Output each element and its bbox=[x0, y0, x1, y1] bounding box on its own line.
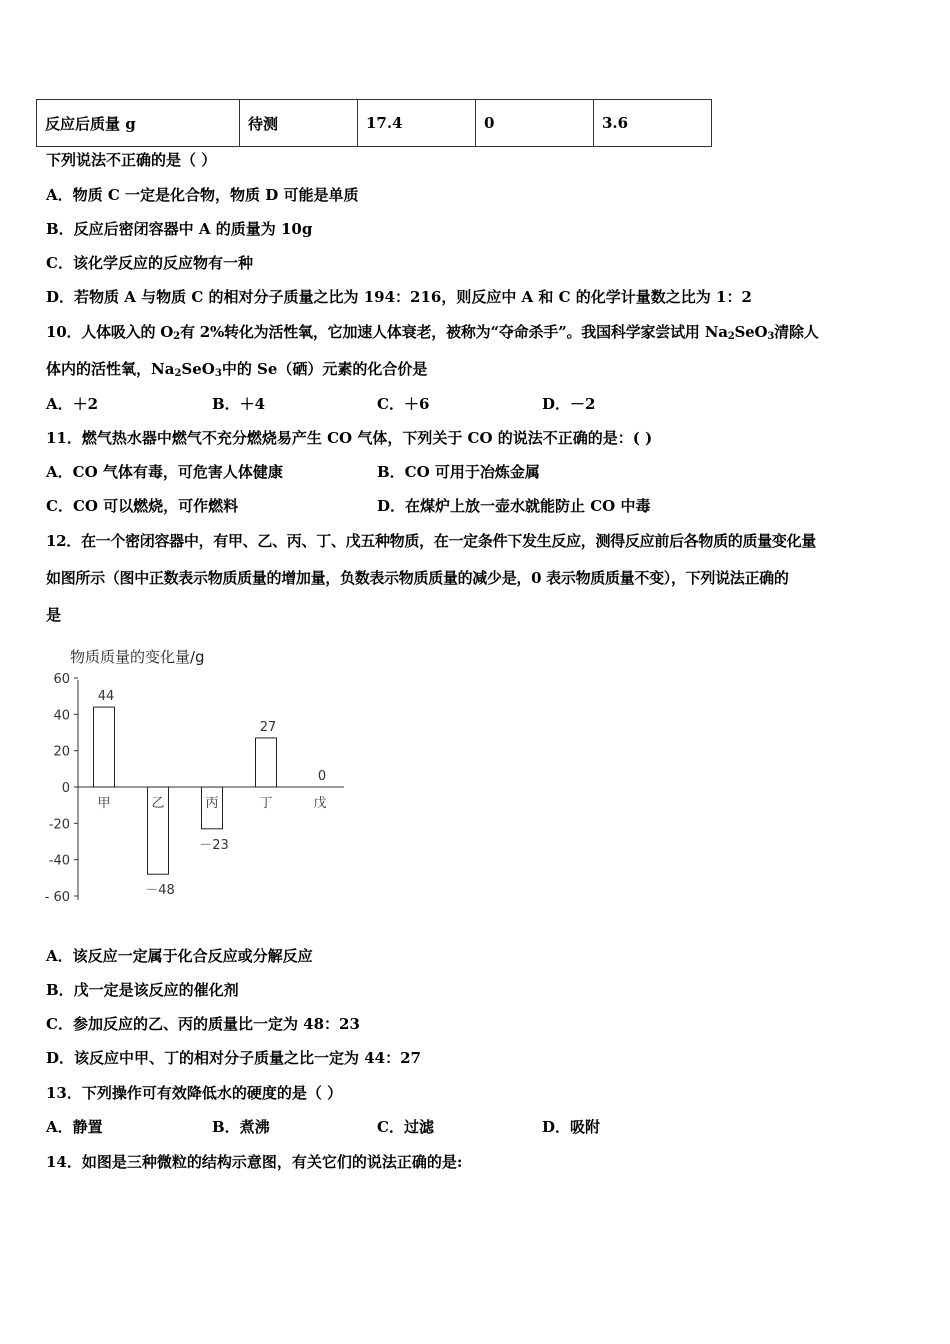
x-tick-label: 甲 bbox=[97, 796, 111, 811]
y-tick-label: 0 bbox=[61, 781, 70, 796]
q12-option-c: C．参加反应的乙、丙的质量比一定为 48：23 bbox=[46, 1015, 360, 1033]
subscript: 2 bbox=[173, 331, 180, 342]
q10-stem-line1 bbox=[46, 322, 819, 342]
subscript: 2 bbox=[174, 368, 182, 379]
table-cell: 反应后质量 g bbox=[37, 100, 240, 147]
q10-option-b: B．＋4 bbox=[212, 395, 266, 413]
y-tick-label: 60 bbox=[53, 672, 70, 687]
q10-text: 中的 Se（硒）元素的化合价是 bbox=[221, 360, 428, 378]
q11-option-b: B．CO 可用于冶炼金属 bbox=[377, 463, 540, 481]
q9-option-d: D．若物质 A 与物质 C 的相对分子质量之比为 194：216，则反应中 A 和 C 的化学计量数之比为 1：2 bbox=[46, 288, 752, 306]
data-label: 0 bbox=[317, 769, 327, 784]
data-label: －23 bbox=[199, 837, 229, 853]
q13-option-c: C．过滤 bbox=[377, 1118, 434, 1136]
q11-option-c: C．CO 可以燃烧，可作燃料 bbox=[46, 497, 239, 515]
x-tick-label: 丙 bbox=[205, 796, 219, 811]
q13-option-b: B．煮沸 bbox=[212, 1118, 270, 1136]
q11-option-a: A．CO 气体有毒，可危害人体健康 bbox=[46, 463, 283, 481]
q10-option-c: C．＋6 bbox=[377, 395, 430, 413]
q11-stem: 11．燃气热水器中燃气不充分燃烧易产生 CO 气体，下列关于 CO 的说法不正确的是：( ) bbox=[46, 429, 653, 447]
q10-text: 体内的活性氧，Na bbox=[46, 360, 175, 378]
q12-option-d: D．该反应中甲、丁的相对分子质量之比一定为 44：27 bbox=[46, 1049, 421, 1067]
q12-stem-line1: 12．在一个密闭容器中，有甲、乙、丙、丁、戊五种物质，在一定条件下发生反应，测得反应前后各物质的质量变化量 bbox=[46, 532, 816, 550]
table-cell: 待测 bbox=[240, 100, 358, 147]
q10-option-a: A．＋2 bbox=[46, 395, 99, 413]
q10-text: 有 2%转化为活性氧，它加速人体衰老，被称为“夺命杀手”。我国科学家尝试用 Na bbox=[179, 323, 728, 341]
data-label: 27 bbox=[259, 719, 277, 735]
y-tick-label: - 60 bbox=[44, 890, 70, 905]
subscript: 3 bbox=[767, 331, 775, 342]
q12-stem-line2: 如图所示（图中正数表示物质质量的增加量，负数表示物质质量的减少是，0 表示物质质量不变），下列说法正确的 bbox=[46, 569, 789, 587]
bar bbox=[94, 707, 115, 787]
table-cell: 0 bbox=[476, 100, 594, 147]
subscript: 2 bbox=[727, 331, 735, 342]
q12-stem-line3: 是 bbox=[46, 606, 62, 624]
mass-change-chart bbox=[40, 668, 360, 908]
q9-option-a: A．物质 C 一定是化合物，物质 D 可能是单质 bbox=[46, 186, 359, 204]
table-row bbox=[37, 100, 712, 147]
q10-stem-line2 bbox=[46, 359, 427, 379]
y-tick-label: 20 bbox=[53, 744, 70, 760]
q10-text: 清除人 bbox=[774, 323, 819, 341]
q12-option-a: A．该反应一定属于化合反应或分解反应 bbox=[46, 947, 313, 965]
x-tick-label: 戊 bbox=[313, 796, 327, 811]
reaction-mass-table bbox=[36, 99, 712, 147]
q14-stem: 14．如图是三种微粒的结构示意图，有关它们的说法正确的是: bbox=[46, 1153, 463, 1171]
q12-option-b: B．戊一定是该反应的催化剂 bbox=[46, 981, 239, 999]
table-cell: 17.4 bbox=[358, 100, 476, 147]
x-tick-label: 丁 bbox=[259, 796, 273, 811]
q10-text: 10．人体吸入的 O bbox=[46, 323, 174, 341]
chart-title: 物质质量的变化量/g bbox=[70, 648, 205, 666]
x-tick-label: 乙 bbox=[151, 796, 165, 811]
q13-option-d: D．吸附 bbox=[542, 1118, 601, 1136]
y-tick-label: 40 bbox=[53, 708, 70, 724]
subscript: 3 bbox=[214, 368, 222, 379]
q10-text: SeO bbox=[734, 323, 768, 341]
q9-option-b: B．反应后密闭容器中 A 的质量为 10g bbox=[46, 220, 313, 238]
q11-option-d: D．在煤炉上放一壶水就能防止 CO 中毒 bbox=[377, 497, 651, 515]
data-label: －48 bbox=[145, 883, 175, 899]
y-tick-label: -40 bbox=[48, 853, 70, 869]
q9-stem: 下列说法不正确的是（ ） bbox=[46, 151, 217, 169]
q10-option-d: D．－2 bbox=[542, 395, 596, 413]
y-tick-label: -20 bbox=[48, 817, 70, 833]
q9-option-c: C．该化学反应的反应物有一种 bbox=[46, 254, 253, 272]
bar bbox=[256, 738, 277, 787]
data-label: 44 bbox=[97, 689, 115, 705]
q13-option-a: A．静置 bbox=[46, 1118, 103, 1136]
q13-stem: 13．下列操作可有效降低水的硬度的是（ ） bbox=[46, 1084, 343, 1102]
table-cell: 3.6 bbox=[594, 100, 712, 147]
q10-text: SeO bbox=[181, 360, 215, 378]
